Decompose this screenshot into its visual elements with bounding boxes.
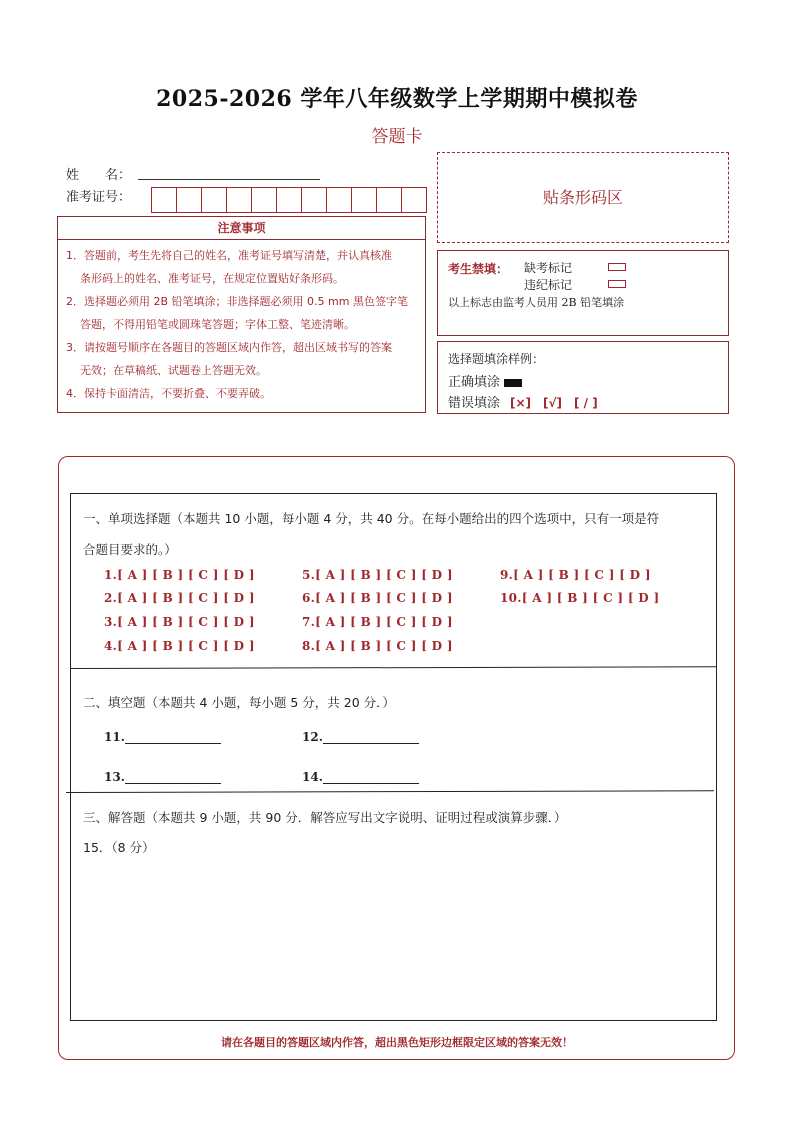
choice-row-10[interactable]: 10.[ A ] [ B ] [ C ] [ D ]	[500, 591, 660, 605]
blank-14-label: 14.	[302, 770, 323, 784]
wrong-fill-label: 错误填涂	[448, 396, 501, 411]
section2-title: 二、填空题（本题共 4 小题，每小题 5 分，共 20 分．）	[83, 695, 395, 710]
blank-14-line[interactable]	[323, 771, 419, 784]
notes-item: 2．选择题必须用 2B 铅笔填涂；非选择题必须用 0.5 mm 黑色签字笔	[66, 295, 408, 308]
exam-id-cell[interactable]	[226, 187, 252, 213]
filled-block-icon	[504, 379, 522, 387]
fill-sample-box	[437, 341, 729, 414]
violation-mark-label: 违纪标记	[524, 278, 573, 292]
notes-body	[58, 240, 425, 405]
notes-item: 无效；在草稿纸、试题卷上答题无效。	[80, 364, 267, 377]
choice-row-5[interactable]: 5.[ A ] [ B ] [ C ] [ D ]	[302, 568, 453, 582]
exam-id-cell[interactable]	[301, 187, 327, 213]
blank-11[interactable]	[104, 730, 221, 744]
notes-item: 1．答题前，考生先将自己的姓名，准考证号填写清楚，并认真核准	[66, 249, 392, 262]
section3-title: 三、解答题（本题共 9 小题，共 90 分．解答应写出文字说明、证明过程或演算步骤．）	[83, 810, 567, 825]
blank-12[interactable]	[302, 730, 419, 744]
notes-item: 条形码上的姓名、准考证号，在规定位置贴好条形码。	[80, 272, 344, 285]
exam-id-label: 准考证号：	[66, 190, 132, 205]
choice-row-1[interactable]: 1.[ A ] [ B ] [ C ] [ D ]	[104, 568, 255, 582]
choice-row-2[interactable]: 2.[ A ] [ B ] [ C ] [ D ]	[104, 591, 255, 605]
page-subtitle: 答题卡	[371, 127, 423, 147]
name-label: 姓 名：	[66, 168, 132, 183]
barcode-area: 贴条形码区	[437, 152, 729, 243]
examiner-only-box	[437, 250, 729, 336]
wrong-fill-row	[448, 392, 598, 411]
exam-id-cell[interactable]	[351, 187, 377, 213]
absent-mark-label: 缺考标记	[524, 261, 573, 275]
exam-id-cell[interactable]	[201, 187, 227, 213]
notes-heading: 注意事项	[58, 217, 425, 240]
blank-13-label: 13.	[104, 770, 125, 784]
footer-warning: 请在各题目的答题区域内作答，超出黑色矩形边框限定区域的答案无效！	[221, 1036, 573, 1049]
name-field[interactable]	[138, 178, 320, 180]
choice-row-7[interactable]: 7.[ A ] [ B ] [ C ] [ D ]	[302, 615, 453, 629]
blank-13-line[interactable]	[125, 771, 221, 784]
fill-sample-title: 选择题填涂样例：	[448, 352, 545, 366]
notes-item: 3．请按题号顺序在各题目的答题区域内作答，超出区域书写的答案	[66, 341, 392, 354]
notes-box	[57, 216, 426, 413]
choice-row-9[interactable]: 9.[ A ] [ B ] [ C ] [ D ]	[500, 568, 651, 582]
choice-row-4[interactable]: 4.[ A ] [ B ] [ C ] [ D ]	[104, 639, 255, 653]
wrong-fill-marks: [×] [√] [ / ]	[510, 396, 598, 410]
exam-id-cell[interactable]	[176, 187, 202, 213]
exam-id-cell[interactable]	[326, 187, 352, 213]
section1-title-cont: 合题目要求的。）	[83, 542, 177, 557]
exam-id-cell[interactable]	[376, 187, 402, 213]
notes-item: 4．保持卡面清洁，不要折叠、不要弄破。	[66, 387, 271, 400]
answer-15-area[interactable]	[80, 860, 708, 1012]
section1-title: 一、单项选择题（本题共 10 小题，每小题 4 分，共 40 分。在每小题给出的四个选项中，只有一项是符	[83, 511, 660, 526]
correct-fill-row	[448, 371, 522, 390]
blank-12-line[interactable]	[323, 731, 419, 744]
absent-mark-box[interactable]	[608, 263, 626, 271]
blank-13[interactable]	[104, 770, 221, 784]
exam-id-cell[interactable]	[151, 187, 177, 213]
choice-row-8[interactable]: 8.[ A ] [ B ] [ C ] [ D ]	[302, 639, 453, 653]
exam-id-cell[interactable]	[401, 187, 427, 213]
blank-14[interactable]	[302, 770, 419, 784]
blank-12-label: 12.	[302, 730, 323, 744]
blank-11-line[interactable]	[125, 731, 221, 744]
exam-id-cell[interactable]	[251, 187, 277, 213]
examiner-note: 以上标志由监考人员用 2B 铅笔填涂	[448, 296, 625, 309]
blank-11-label: 11.	[104, 730, 125, 744]
notes-item: 答题，不得用铅笔或圆珠笔答题；字体工整、笔迹清晰。	[80, 318, 355, 331]
question-15-label: 15．（8 分）	[83, 840, 155, 855]
exam-id-cell[interactable]	[276, 187, 302, 213]
correct-fill-label: 正确填涂	[448, 375, 501, 390]
examiner-only-title: 考生禁填：	[448, 262, 509, 276]
violation-mark-box[interactable]	[608, 280, 626, 288]
exam-id-boxes[interactable]	[151, 187, 427, 213]
choice-row-6[interactable]: 6.[ A ] [ B ] [ C ] [ D ]	[302, 591, 453, 605]
page-title: 2025-2026 学年八年级数学上学期期中模拟卷	[156, 86, 638, 112]
choice-row-3[interactable]: 3.[ A ] [ B ] [ C ] [ D ]	[104, 615, 255, 629]
